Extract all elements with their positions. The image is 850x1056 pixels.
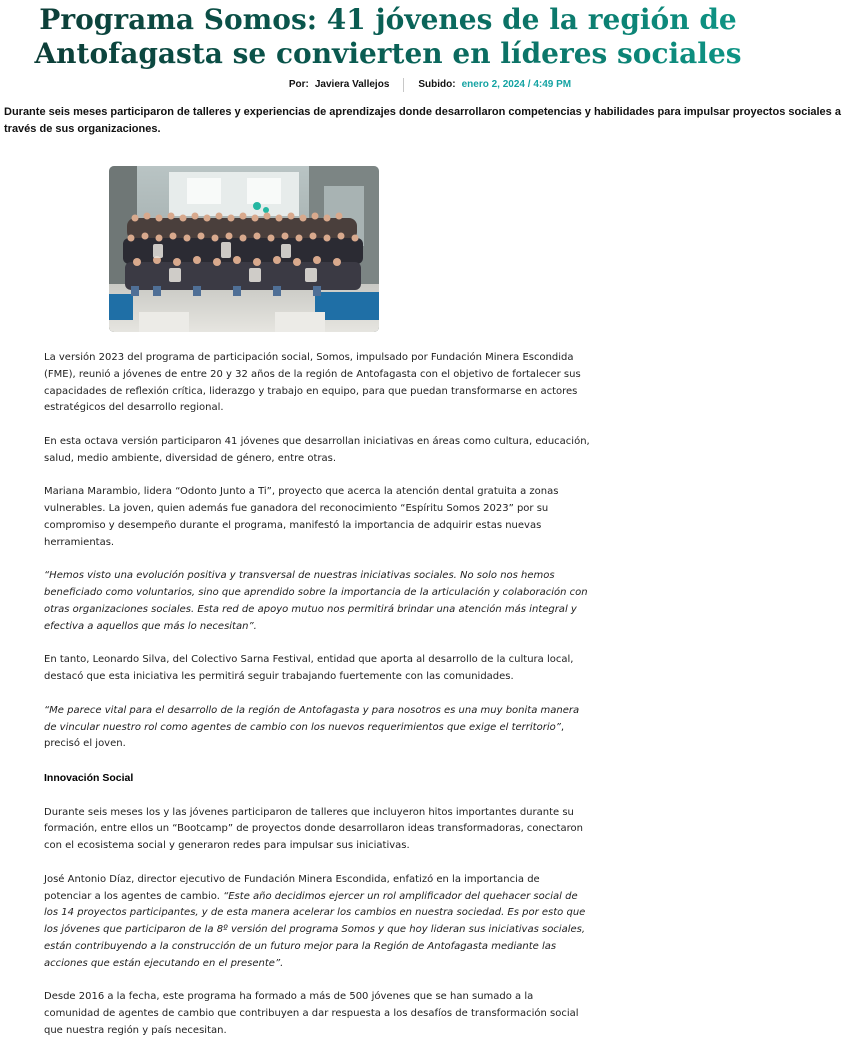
quote-text: “Este año decidimos ejercer un rol amplificador del quehacer social de los 14 proyectos participantes, y de esta manera acelerar los cambios en nuestra sociedad. Es por esto que los jóvenes que participaron de la 8º versión del programa Somos y que hoy lideran sus iniciativas sociales, están contribuyendo a la construcción de un futuro mejor para la Región de Antofagasta mediante las acciones que están ejecutando en el presente”. bbox=[44, 890, 586, 969]
article-title: Programa Somos: 41 jóvenes de la región de Antofagasta se convierten en líderes sociales bbox=[0, 0, 776, 71]
publish-date: enero 2, 2024 / 4:49 PM bbox=[461, 79, 572, 90]
paragraph: Durante seis meses los y las jóvenes participaron de talleres que incluyeron hitos importantes durante su formación, entre ellos un “Bootcamp” de proyectos donde desarrollaron ideas transformadoras, conectaron con el ecosistema social y generaron redes para impulsar sus iniciativas. bbox=[44, 806, 583, 852]
paragraph bbox=[44, 872, 590, 973]
date-label: Subido: bbox=[418, 79, 456, 90]
paragraph: Mariana Marambio, lidera “Odonto Junto a Ti”, proyecto que acerca la atención dental gratuita a zonas vulnerables. La joven, quien además fue ganadora del reconocimiento “Espíritu Somos 2023” por su compromiso y desempeño durante el programa, manifestó la importancia de adquirir estas nuevas herramientas. bbox=[44, 486, 559, 548]
quote-text: “Hemos visto una evolución positiva y transversal de nuestras iniciativas sociales. No solo nos hemos beneficiado como voluntarios, sino que aprendido sobre la importancia de la articulación y colaboración con otras organizaciones sociales. Esta red de apoyo mutuo nos permitirá brindar una atención más integral y efectiva a aquellos que más lo necesitan”. bbox=[44, 570, 588, 632]
quote-text: “Me parece vital para el desarrollo de la región de Antofagasta y para nosotros es una muy bonita manera de vincular nuestro rol como agentes de cambio con los nuevos requerimientos que exige el territorio” bbox=[44, 704, 580, 733]
group-photo-image bbox=[109, 166, 379, 332]
section-heading bbox=[44, 770, 590, 788]
paragraph: Desde 2016 a la fecha, este programa ha formado a más de 500 jóvenes que se han sumado a la comunidad de agentes de cambio que contribuyen a dar respuesta a los desafíos de transformación social que nuestra región y país necesitan. bbox=[44, 991, 579, 1036]
article-photo bbox=[109, 166, 379, 332]
section-heading-text: Innovación Social bbox=[44, 771, 134, 784]
article-byline bbox=[0, 78, 850, 92]
quote-paragraph bbox=[44, 568, 590, 635]
paragraph: En tanto, Leonardo Silva, del Colectivo Sarna Festival, entidad que aporta al desarrollo de la cultura local, destacó que esta iniciativa les permitirá seguir trabajando fuertemente con las comunidades. bbox=[44, 654, 574, 683]
article-lead: Durante seis meses participaron de talleres y experiencias de aprendizajes donde desarrollaron competencias y habilidades para impulsar proyectos sociales a través de sus organizaciones. bbox=[4, 106, 841, 135]
article-body bbox=[44, 350, 590, 1056]
paragraph: En esta octava versión participaron 41 jóvenes que desarrollan iniciativas en áreas como cultura, educación, salud, medio ambiente, diversidad de género, entre otras. bbox=[44, 435, 590, 464]
author-label: Por: bbox=[288, 79, 309, 90]
quote-attribution: , precisó el joven. bbox=[44, 721, 565, 750]
quote-paragraph bbox=[44, 703, 590, 753]
paragraph-intro: José Antonio Díaz, director ejecutivo de Fundación Minera Escondida, enfatizó en la importancia de potenciar a los agentes de cambio. bbox=[44, 873, 540, 902]
byline-divider bbox=[403, 78, 404, 92]
paragraph: La versión 2023 del programa de participación social, Somos, impulsado por Fundación Minera Escondida (FME), reunió a jóvenes de entre 20 y 32 años de la región de Antofagasta con el objetivo de fortalecer sus capacidades de reflexión crítica, liderazgo y trabajo en equipo, para que puedan transformarse en actores estratégicos del desarrollo regional. bbox=[44, 352, 581, 414]
author-name[interactable]: Javiera Vallejos bbox=[314, 79, 390, 90]
